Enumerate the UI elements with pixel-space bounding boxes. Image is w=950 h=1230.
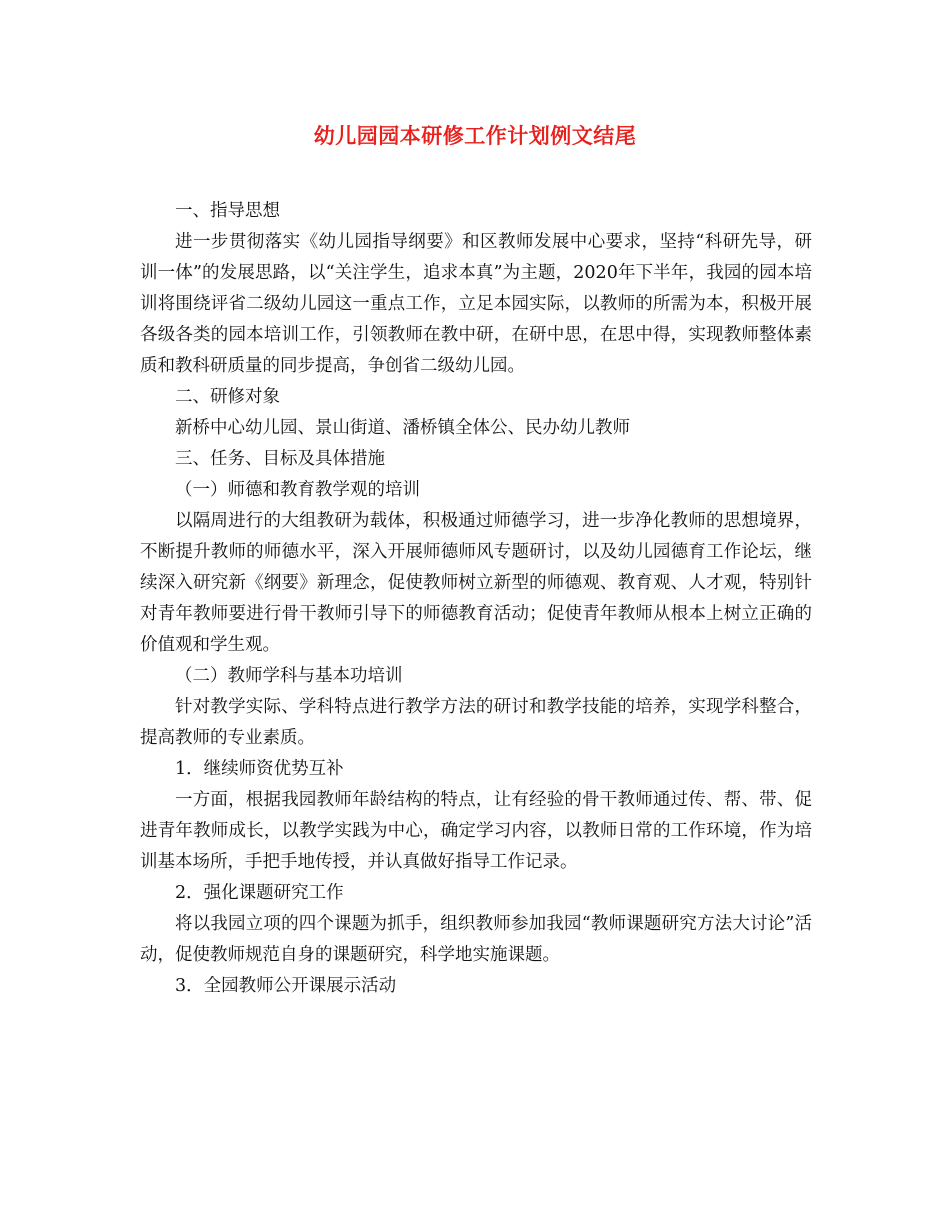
subsection-heading: （二）教师学科与基本功培训: [175, 666, 403, 686]
body-paragraph: 以隔周进行的大组教研为载体，积极通过师德学习，进一步净化教师的思想境界，不断提升教师的师德水平，深入开展师德师风专题研讨，以及幼儿园德育工作论坛，继续深入研究新《纲要》新理念，促使教师树立新型的师德观、教育观、人才观，特别针对青年教师要进行骨干教师引导下的师德教育活动；促使青年教师从根本上树立正确的价值观和学生观。: [140, 511, 812, 655]
section-heading: 二、研修对象: [175, 387, 280, 407]
section-heading: 一、指导思想: [175, 201, 280, 221]
body-paragraph: 新桥中心幼儿园、景山街道、潘桥镇全体公、民办幼儿教师: [175, 418, 630, 438]
section-heading: 三、任务、目标及具体措施: [175, 449, 385, 469]
subsection-heading: （一）师德和教育教学观的培训: [175, 480, 420, 500]
document-title: 幼儿园园本研修工作计划例文结尾: [313, 124, 637, 148]
numbered-heading: 2．强化课题研究工作: [175, 883, 344, 903]
numbered-heading: 1．继续师资优势互补: [175, 759, 344, 779]
numbered-heading: 3．全园教师公开课展示活动: [175, 976, 397, 996]
body-paragraph: 一方面，根据我园教师年龄结构的特点，让有经验的骨干教师通过传、帮、带、促进青年教师成长，以教学实践为中心，确定学习内容，以教师日常的工作环境，作为培训基本场所，手把手地传授，并认真做好指导工作记录。: [140, 790, 812, 872]
document-body: [140, 196, 812, 1002]
body-paragraph: 进一步贯彻落实《幼儿园指导纲要》和区教师发展中心要求，坚持“科研先导，研训一体”的发展思路，以“关注学生，追求本真”为主题，2020年下半年，我园的园本培训将围绕评省二级幼儿园这一重点工作，立足本园实际，以教师的所需为本，积极开展各级各类的园本培训工作，引领教师在教中研，在研中思，在思中得，实现教师整体素质和教科研质量的同步提高，争创省二级幼儿园。: [140, 232, 812, 376]
body-paragraph: 针对教学实际、学科特点进行教学方法的研讨和教学技能的培养，实现学科整合，提高教师的专业素质。: [140, 697, 812, 748]
body-paragraph: 将以我园立项的四个课题为抓手，组织教师参加我园“教师课题研究方法大讨论”活动，促使教师规范自身的课题研究，科学地实施课题。: [140, 914, 812, 965]
